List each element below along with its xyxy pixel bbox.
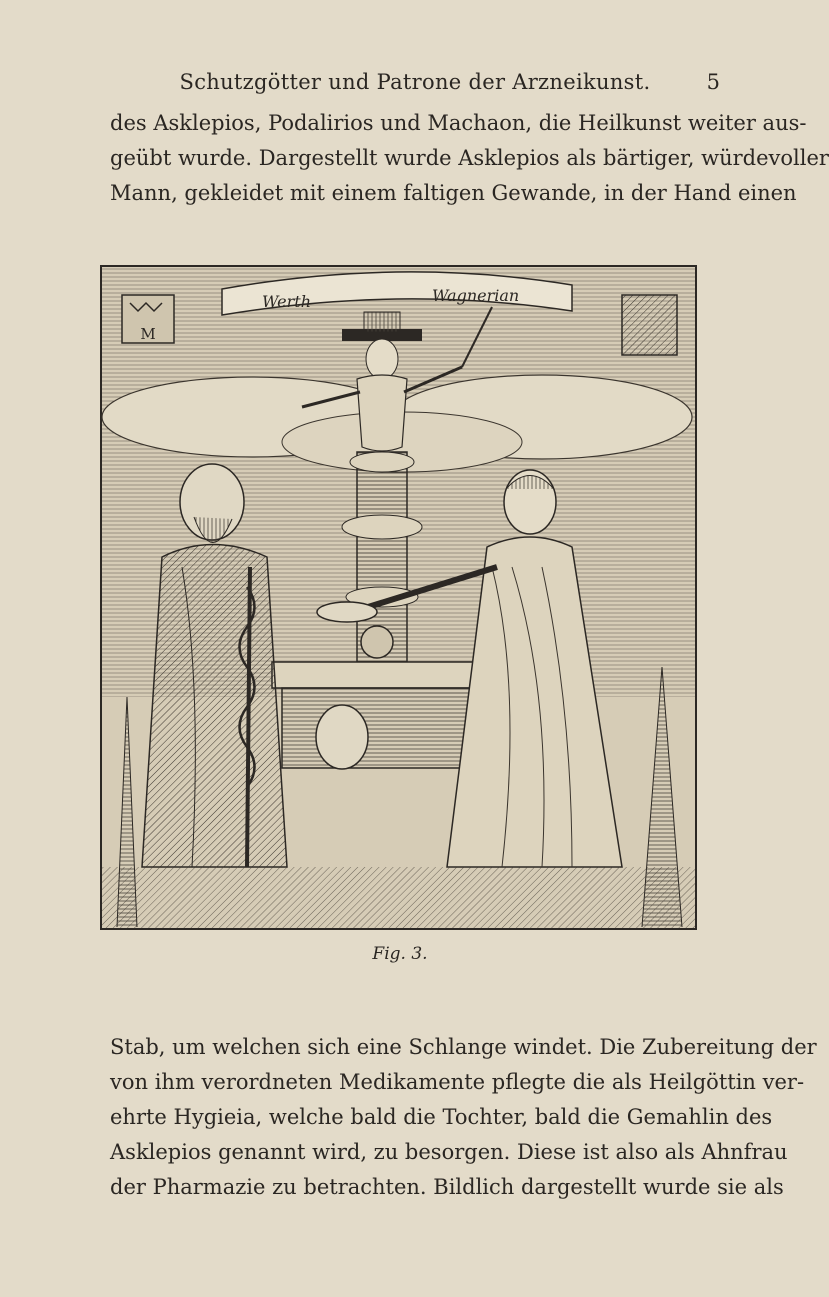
paragraph-bottom — [110, 1030, 817, 1205]
text-line: des Asklepios, Podalirios und Machaon, die Heilkunst weiter aus- — [110, 111, 807, 135]
text-line: von ihm verordneten Medikamente pflegte die als Heilgöttin ver- — [110, 1070, 805, 1094]
coat-of-arms-left — [122, 295, 174, 343]
engraving-illustration — [102, 267, 695, 928]
text-line: ehrte Hygieia, welche bald die Tochter, bald die Gemahlin des — [110, 1105, 773, 1129]
offering-bowl — [317, 602, 377, 622]
text-line: Asklepios genannt wird, zu besorgen. Diese ist also als Ahnfrau — [110, 1140, 788, 1164]
text-line: geübt wurde. Dargestellt wurde Asklepios als bärtiger, würdevoller — [110, 146, 829, 170]
page-number: 5 — [706, 70, 720, 94]
ground-hatching — [102, 867, 695, 928]
figure-caption: Fig. 3. — [372, 944, 428, 964]
banner-left-text: Werth — [262, 292, 311, 311]
paragraph-top — [110, 106, 829, 211]
engraving-figure — [100, 265, 697, 930]
text-line: Stab, um welchen sich eine Schlange windet. Die Zubereitung der — [110, 1035, 817, 1059]
shield-letter: M — [140, 325, 156, 343]
running-title: Schutzgötter und Patrone der Arzneikunst. — [179, 70, 651, 94]
text-line: der Pharmazie zu betrachten. Bildlich dargestellt wurde sie als — [110, 1175, 784, 1199]
page-header — [110, 70, 720, 100]
banner-right-text: Wagnerian — [432, 286, 520, 305]
text-line: Mann, gekleidet mit einem faltigen Gewande, in der Hand einen — [110, 181, 797, 205]
coat-of-arms-right — [622, 295, 677, 355]
